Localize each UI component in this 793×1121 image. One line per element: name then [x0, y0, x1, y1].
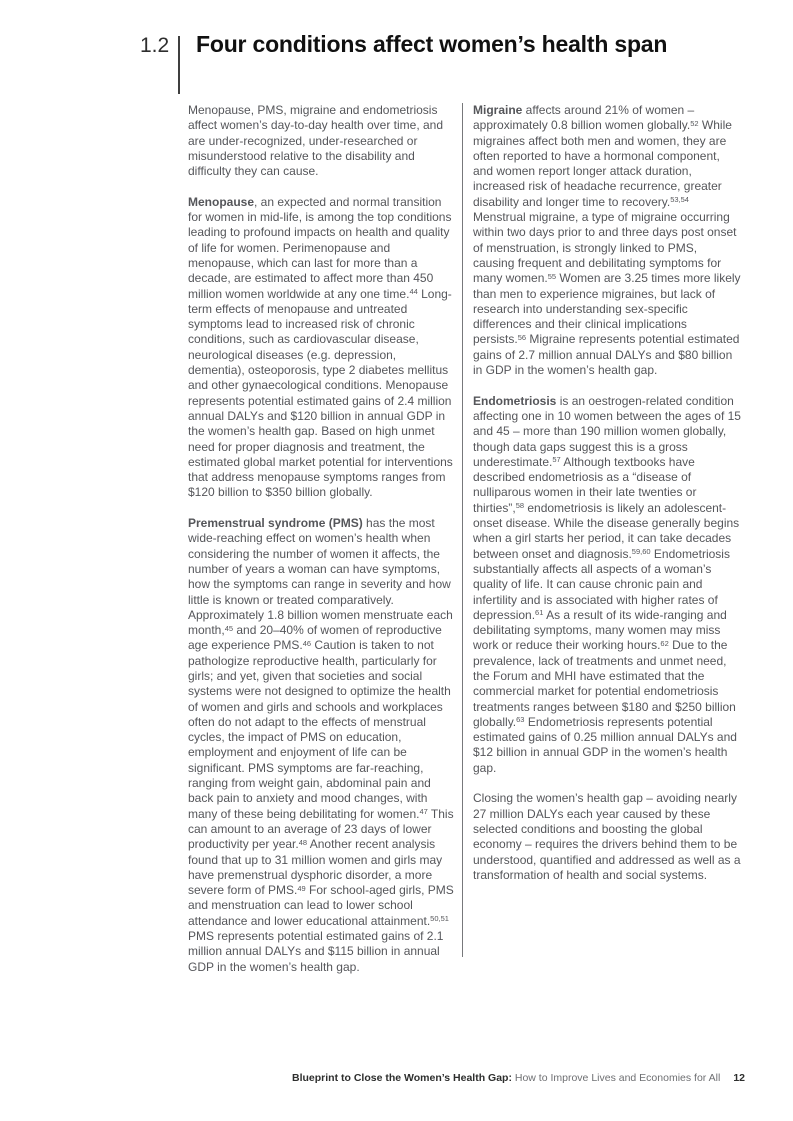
- footnote-reference: 45: [224, 623, 234, 633]
- body-text: Menopause, PMS, migraine and endometriosis affect women’s day-to-day health over time, and are under-recognized, under-researched or misunderstood relative to the disability and difficulty they can cause.: [188, 103, 444, 179]
- footnote-reference: 48: [298, 837, 308, 847]
- paragraph: [473, 394, 741, 776]
- page-title: Four conditions affect women’s health span: [196, 31, 668, 57]
- footer-report-subtitle: How to Improve Lives and Economies for All: [511, 1072, 721, 1084]
- footnote-reference: 56: [517, 332, 527, 342]
- body-text: As a result of its wide-ranging and debilitating symptoms, many women may miss work or reduce their working hours.: [473, 607, 727, 653]
- condition-term: Premenstrual syndrome (PMS): [188, 516, 363, 531]
- body-text: Endometriosis substantially affects all aspects of a woman’s quality of life. It can cause chronic pain and infertility and is associated with higher rates of depression.: [473, 546, 730, 622]
- header-divider-rule: [178, 36, 180, 94]
- body-text: Caution is taken to not pathologize reproductive health, particularly for girls; and yet, given that societies and social systems were not designed to optimize the health of women and girls and schools and workplaces often do not adapt to the effects of menstrual cycles, the impact of PMS on education, employment and enjoyment of life can be significant. PMS symptoms are far-reaching, ranging from weight gain, abdominal pain and back pain to anxiety and mood changes, with many of these being debilitating for women.: [188, 638, 451, 821]
- paragraph: [473, 791, 741, 883]
- paragraph: [188, 516, 455, 975]
- footnote-reference: 46: [302, 638, 312, 648]
- body-text: This can amount to an average of 23 days of lower productivity per year.: [188, 806, 454, 852]
- body-text: PMS represents potential estimated gains of 2.1 million annual DALYs and $115 billion in annual GDP in the women’s health gap.: [188, 929, 444, 974]
- body-text: endometriosis is likely an adolescent-onset disease. While the disease generally begins when a girl starts her period, it can take decades between onset and diagnosis.: [473, 500, 740, 561]
- right-column: [473, 103, 741, 883]
- condition-term: Menopause: [188, 194, 255, 209]
- footnote-reference: 61: [535, 608, 544, 618]
- footnote-reference: 63: [516, 715, 525, 725]
- footnote-reference: 52: [690, 118, 699, 128]
- footnote-reference: 59,60: [631, 547, 651, 557]
- footnote-reference: 49: [297, 883, 306, 893]
- body-text: is an oestrogen-related condition affecting one in 10 women between the ages of 15 and 45 – more than 190 million women globally, though data gaps suggest this is a gross underestimate.: [473, 393, 741, 469]
- footnote-reference: 57: [552, 455, 561, 465]
- left-column: [188, 103, 455, 975]
- body-text: affects around 21% of women – approximately 0.8 billion women globally.: [473, 103, 695, 133]
- body-text: Although textbooks have described endometriosis as a “disease of nulliparous women in their late twenties or thirties”,: [473, 454, 697, 515]
- body-text: Long-term effects of menopause and untreated symptoms lead to increased risk of chronic conditions, such as cardiovascular disease, neurological diseases (e.g. depression, dementia), osteoporosis, type 2 diabetes mellitus and other gynaecological conditions. Menopause represents potential estimated gains of 2.4 million annual DALYs and $120 billion in annual GDP in the women’s health gap. Based on high unmet need for proper diagnosis and treatment, the estimated global market potential for interventions that address menopause symptoms ranges from $120 billion to $350 billion globally.: [188, 286, 453, 500]
- body-text: Endometriosis represents potential estimated gains of 0.25 million annual DALYs and $12 billion in annual GDP in the women’s health gap.: [473, 714, 737, 775]
- paragraph: [473, 103, 741, 378]
- article-body: [188, 103, 741, 975]
- page-footer: [292, 1072, 745, 1084]
- section-number: 1.2: [140, 34, 170, 57]
- footer-report-title: Blueprint to Close the Women’s Health Gap:: [292, 1072, 512, 1084]
- footnote-reference: 55: [547, 271, 557, 281]
- column-divider: [462, 103, 463, 957]
- paragraph: [188, 195, 455, 501]
- footnote-reference: 47: [419, 807, 428, 817]
- condition-term: Migraine: [473, 103, 523, 117]
- body-text: While migraines affect both men and women, they are often reported to have a hormonal component, and women report longer attack duration, increased risk of headache recurrence, greater disability and longer time to recovery.: [473, 118, 732, 209]
- footnote-reference: 62: [660, 638, 669, 648]
- body-text: Women are 3.25 times more likely than men to experience migraines, but lack of research into understanding sex-specific differences and their clinical implications persists.: [473, 271, 741, 347]
- body-text: Another recent analysis found that up to 31 million women and girls may have premenstrual dysphoric disorder, a more severe form of PMS.: [188, 837, 443, 898]
- body-text: For school-aged girls, PMS and menstruation can lead to lower school attendance and lower educational attainment.: [188, 883, 454, 928]
- condition-term: Endometriosis: [473, 393, 557, 408]
- body-text: has the most wide-reaching effect on women’s health when considering the number of women it affects, the number of years a woman can have symptoms, how the symptoms can range in severity and how little is known or treated comparatively. Approximately 1.8 billion women menstruate each month,: [188, 516, 453, 638]
- footnote-reference: 58: [515, 501, 525, 511]
- body-text: Due to the prevalence, lack of treatments and unmet need, the Forum and MHI have estimated that the commercial market for potential endometriosis treatments ranges between $180 and $250 billion globally.: [473, 638, 736, 729]
- page-number: 12: [733, 1072, 745, 1084]
- body-text: and 20–40% of women of reproductive age experience PMS.: [188, 623, 442, 653]
- body-text: Migraine represents potential estimated gains of 2.7 million annual DALYs and $80 billion in GDP in the women’s health gap.: [473, 332, 740, 378]
- body-text: , an expected and normal transition for women in mid-life, is among the top conditions leading to profound impacts on health and quality of life for women. Perimenopause and menopause, which can last for more than a decade, are estimated to affect more than 450 million women worldwide at any one time.: [188, 194, 452, 301]
- footnote-reference: 53,54: [670, 195, 689, 205]
- footnote-reference: 50,51: [430, 914, 449, 924]
- body-text: Menstrual migraine, a type of migraine occurring within two days prior to and three days post onset of menstruation, is strongly linked to PMS, causing frequent and debilitating symptoms for many women.: [473, 210, 737, 286]
- body-text: Closing the women’s health gap – avoiding nearly 27 million DALYs each year caused by these selected conditions and boosting the global economy – requires the drivers behind them to be understood, quantified and addressed as well as a transformation of health and social systems.: [473, 791, 741, 882]
- footnote-reference: 44: [409, 287, 418, 297]
- paragraph: [188, 103, 455, 179]
